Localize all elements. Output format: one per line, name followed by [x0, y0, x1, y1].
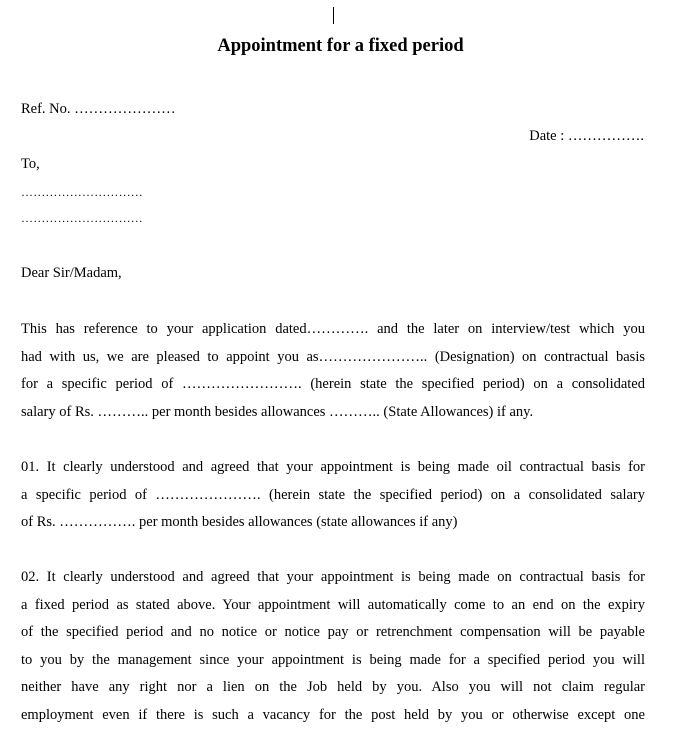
paragraph-reference: [21, 316, 645, 426]
reference-number: Ref. No. …………………: [21, 101, 176, 117]
paragraph-line: of Rs. ……………. per month besides allowances (state allowances if any): [21, 514, 458, 530]
paragraph-line: employment even if there is such a vacancy for the post held by you or otherwise except one: [21, 706, 645, 723]
address-line-1: …………………………: [21, 185, 143, 199]
to-label: To,: [21, 156, 40, 172]
paragraph-line: a fixed period as stated above. Your appointment will automatically come to an end on the expiry: [21, 596, 645, 613]
paragraph-line: 01. It clearly understood and agreed that your appointment is being made oil contractual basis for: [21, 459, 645, 475]
paragraph-line: 02. It clearly understood and agreed that your appointment is being made on contractual basis for: [21, 569, 645, 585]
paragraph-line: for a specific period of ……………………. (herein state the specified period) on a consolidated: [21, 376, 645, 392]
text-cursor: [333, 7, 334, 24]
paragraph-line: neither have any right nor a lien on the Job held by you. Also you will not claim regular: [21, 679, 645, 695]
paragraph-line: salary of Rs. ……….. per month besides allowances ……….. (State Allowances) if any.: [21, 403, 534, 420]
paragraph-line: to you by the management since your appointment is being made for a specified period you will: [21, 651, 645, 668]
clause-02: [21, 564, 645, 729]
document-title: Appointment for a fixed period: [217, 36, 464, 56]
date-field: Date : …………….: [529, 128, 644, 144]
address-line-2: …………………………: [21, 211, 143, 225]
paragraph-line: a specific period of …………………. (herein state the specified period) on a consolidated salary: [21, 486, 645, 503]
clause-01: [21, 454, 645, 537]
paragraph-line: had with us, we are pleased to appoint you as………………….. (Designation) on contractual basis: [21, 348, 645, 365]
salutation: Dear Sir/Madam,: [21, 265, 122, 281]
paragraph-line: of the specified period and no notice or notice pay or retrenchment compensation will be payable: [21, 624, 645, 640]
paragraph-line: This has reference to your application dated…………. and the later on interview/test which you: [21, 321, 645, 337]
